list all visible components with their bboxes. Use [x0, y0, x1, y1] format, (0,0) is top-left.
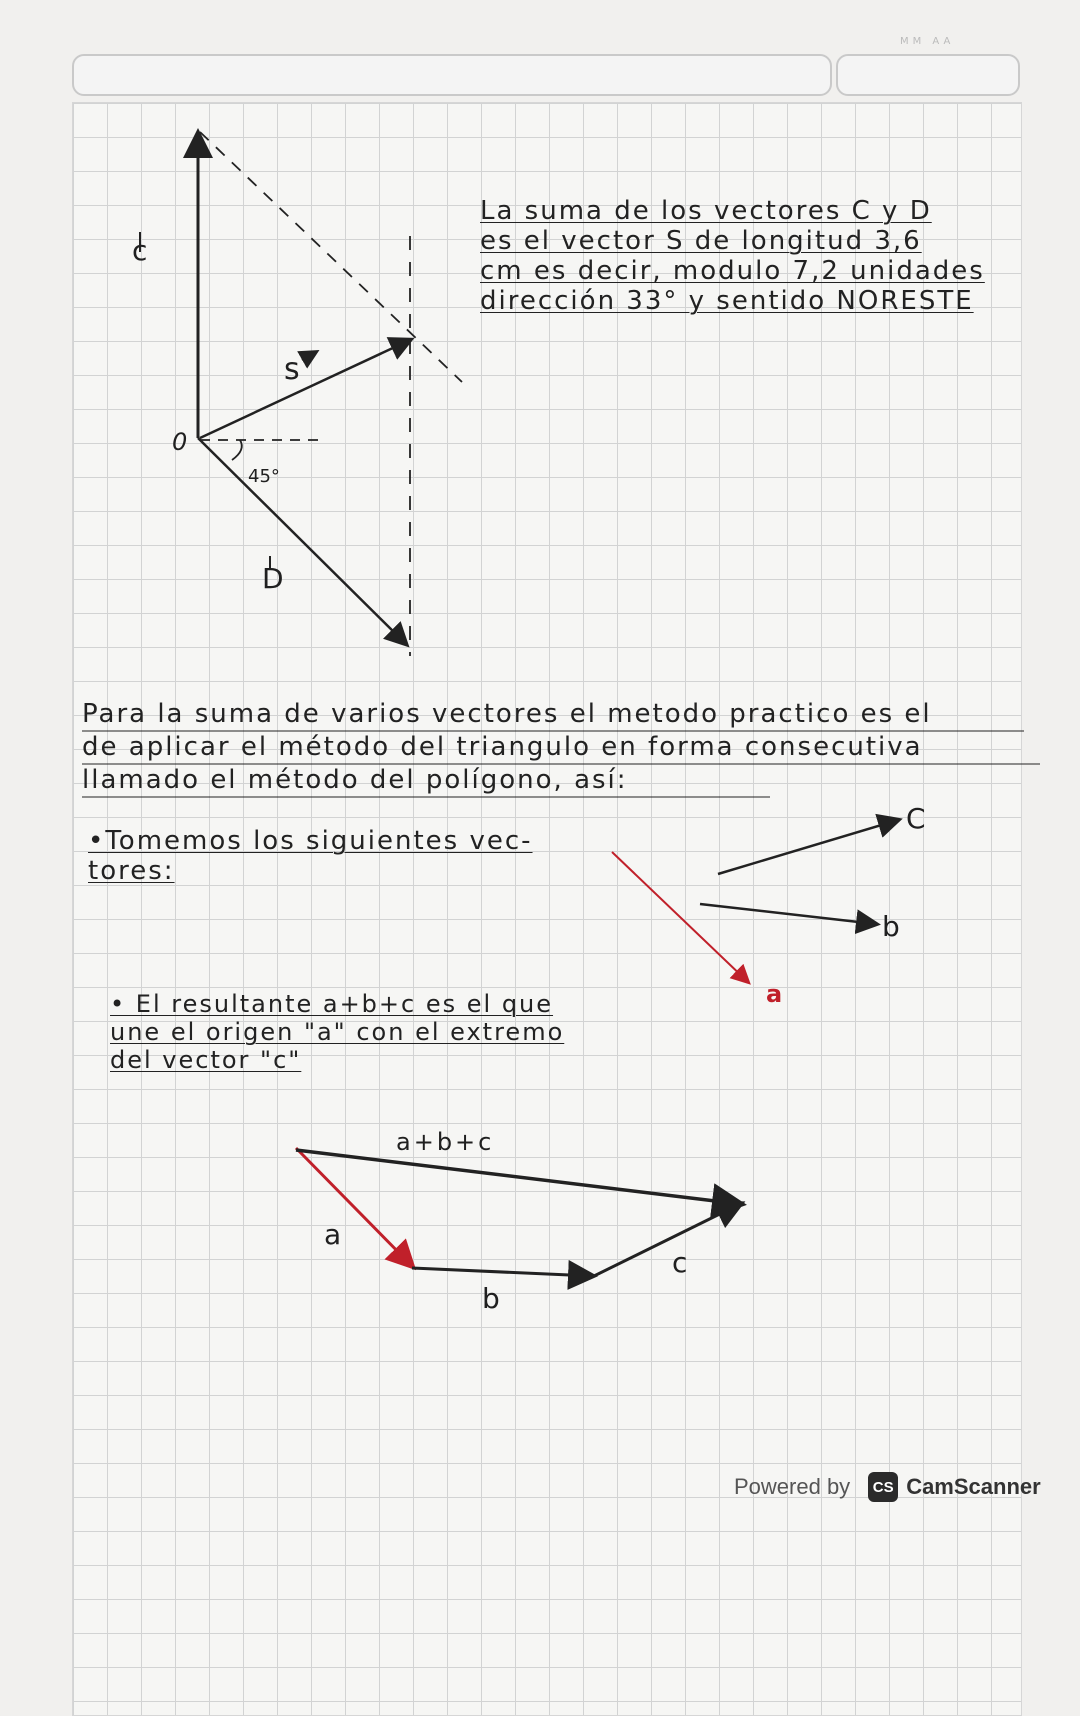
label-poly-b: b [482, 1282, 500, 1315]
label-vector-c: c [132, 234, 148, 267]
label-vector-d: D [262, 562, 284, 595]
note-line: La suma de los vectores C y D [480, 196, 932, 226]
angle-arc [232, 440, 242, 460]
take-vectors-text [88, 826, 533, 886]
result-line: une el origen "a" con el extremo [110, 1018, 565, 1046]
label-vector-s: s [284, 352, 300, 387]
label-angle: 45° [248, 466, 280, 487]
polygon-vector-a [296, 1148, 412, 1266]
polygon-vector-b [412, 1268, 592, 1276]
note-line: es el vector S de longitud 3,6 [480, 226, 922, 256]
take-line: •Tomemos los siguientes vec- [88, 826, 533, 856]
polygon-vector-c [594, 1204, 740, 1276]
para-line: de aplicar el método del triangulo en forma consecutiva [82, 732, 923, 762]
label-given-c: C [906, 802, 926, 835]
result-line: del vector "c" [110, 1046, 302, 1074]
vector-c-given [718, 820, 898, 874]
vector-sum-note [480, 196, 985, 316]
resultant-explanation [110, 990, 564, 1074]
para-line: Para la suma de varios vectores el metodo practico es el [82, 699, 932, 729]
label-given-a: a [766, 980, 783, 1008]
polygon-method-paragraph [82, 698, 932, 797]
result-line: • El resultante a+b+c es el que [110, 990, 554, 1018]
camscanner-footer [734, 1472, 1041, 1502]
powered-by-text: Powered by [734, 1474, 851, 1499]
label-resultant: a+b+c [396, 1128, 495, 1156]
note-line: dirección 33° y sentido NORESTE [480, 286, 974, 316]
para-line: llamado el método del polígono, así: [82, 765, 628, 795]
take-line: tores: [88, 856, 175, 886]
label-poly-c: c [672, 1246, 688, 1279]
vector-d-line [198, 438, 406, 644]
polygon-resultant [296, 1150, 740, 1204]
header-date-marks: MM AA [900, 36, 955, 47]
vector-s-arrow-mark [302, 352, 316, 360]
label-poly-a: a [324, 1218, 342, 1251]
label-given-b: b [882, 910, 900, 943]
vector-b-given [700, 904, 876, 924]
camscanner-logo-icon: CS [868, 1472, 898, 1502]
note-line: cm es decir, modulo 7,2 unidades [480, 256, 985, 286]
dashed-diagonal [200, 132, 462, 382]
label-origin: 0 [172, 428, 188, 456]
vector-s-line [200, 340, 410, 438]
camscanner-brand: CamScanner [906, 1474, 1041, 1499]
